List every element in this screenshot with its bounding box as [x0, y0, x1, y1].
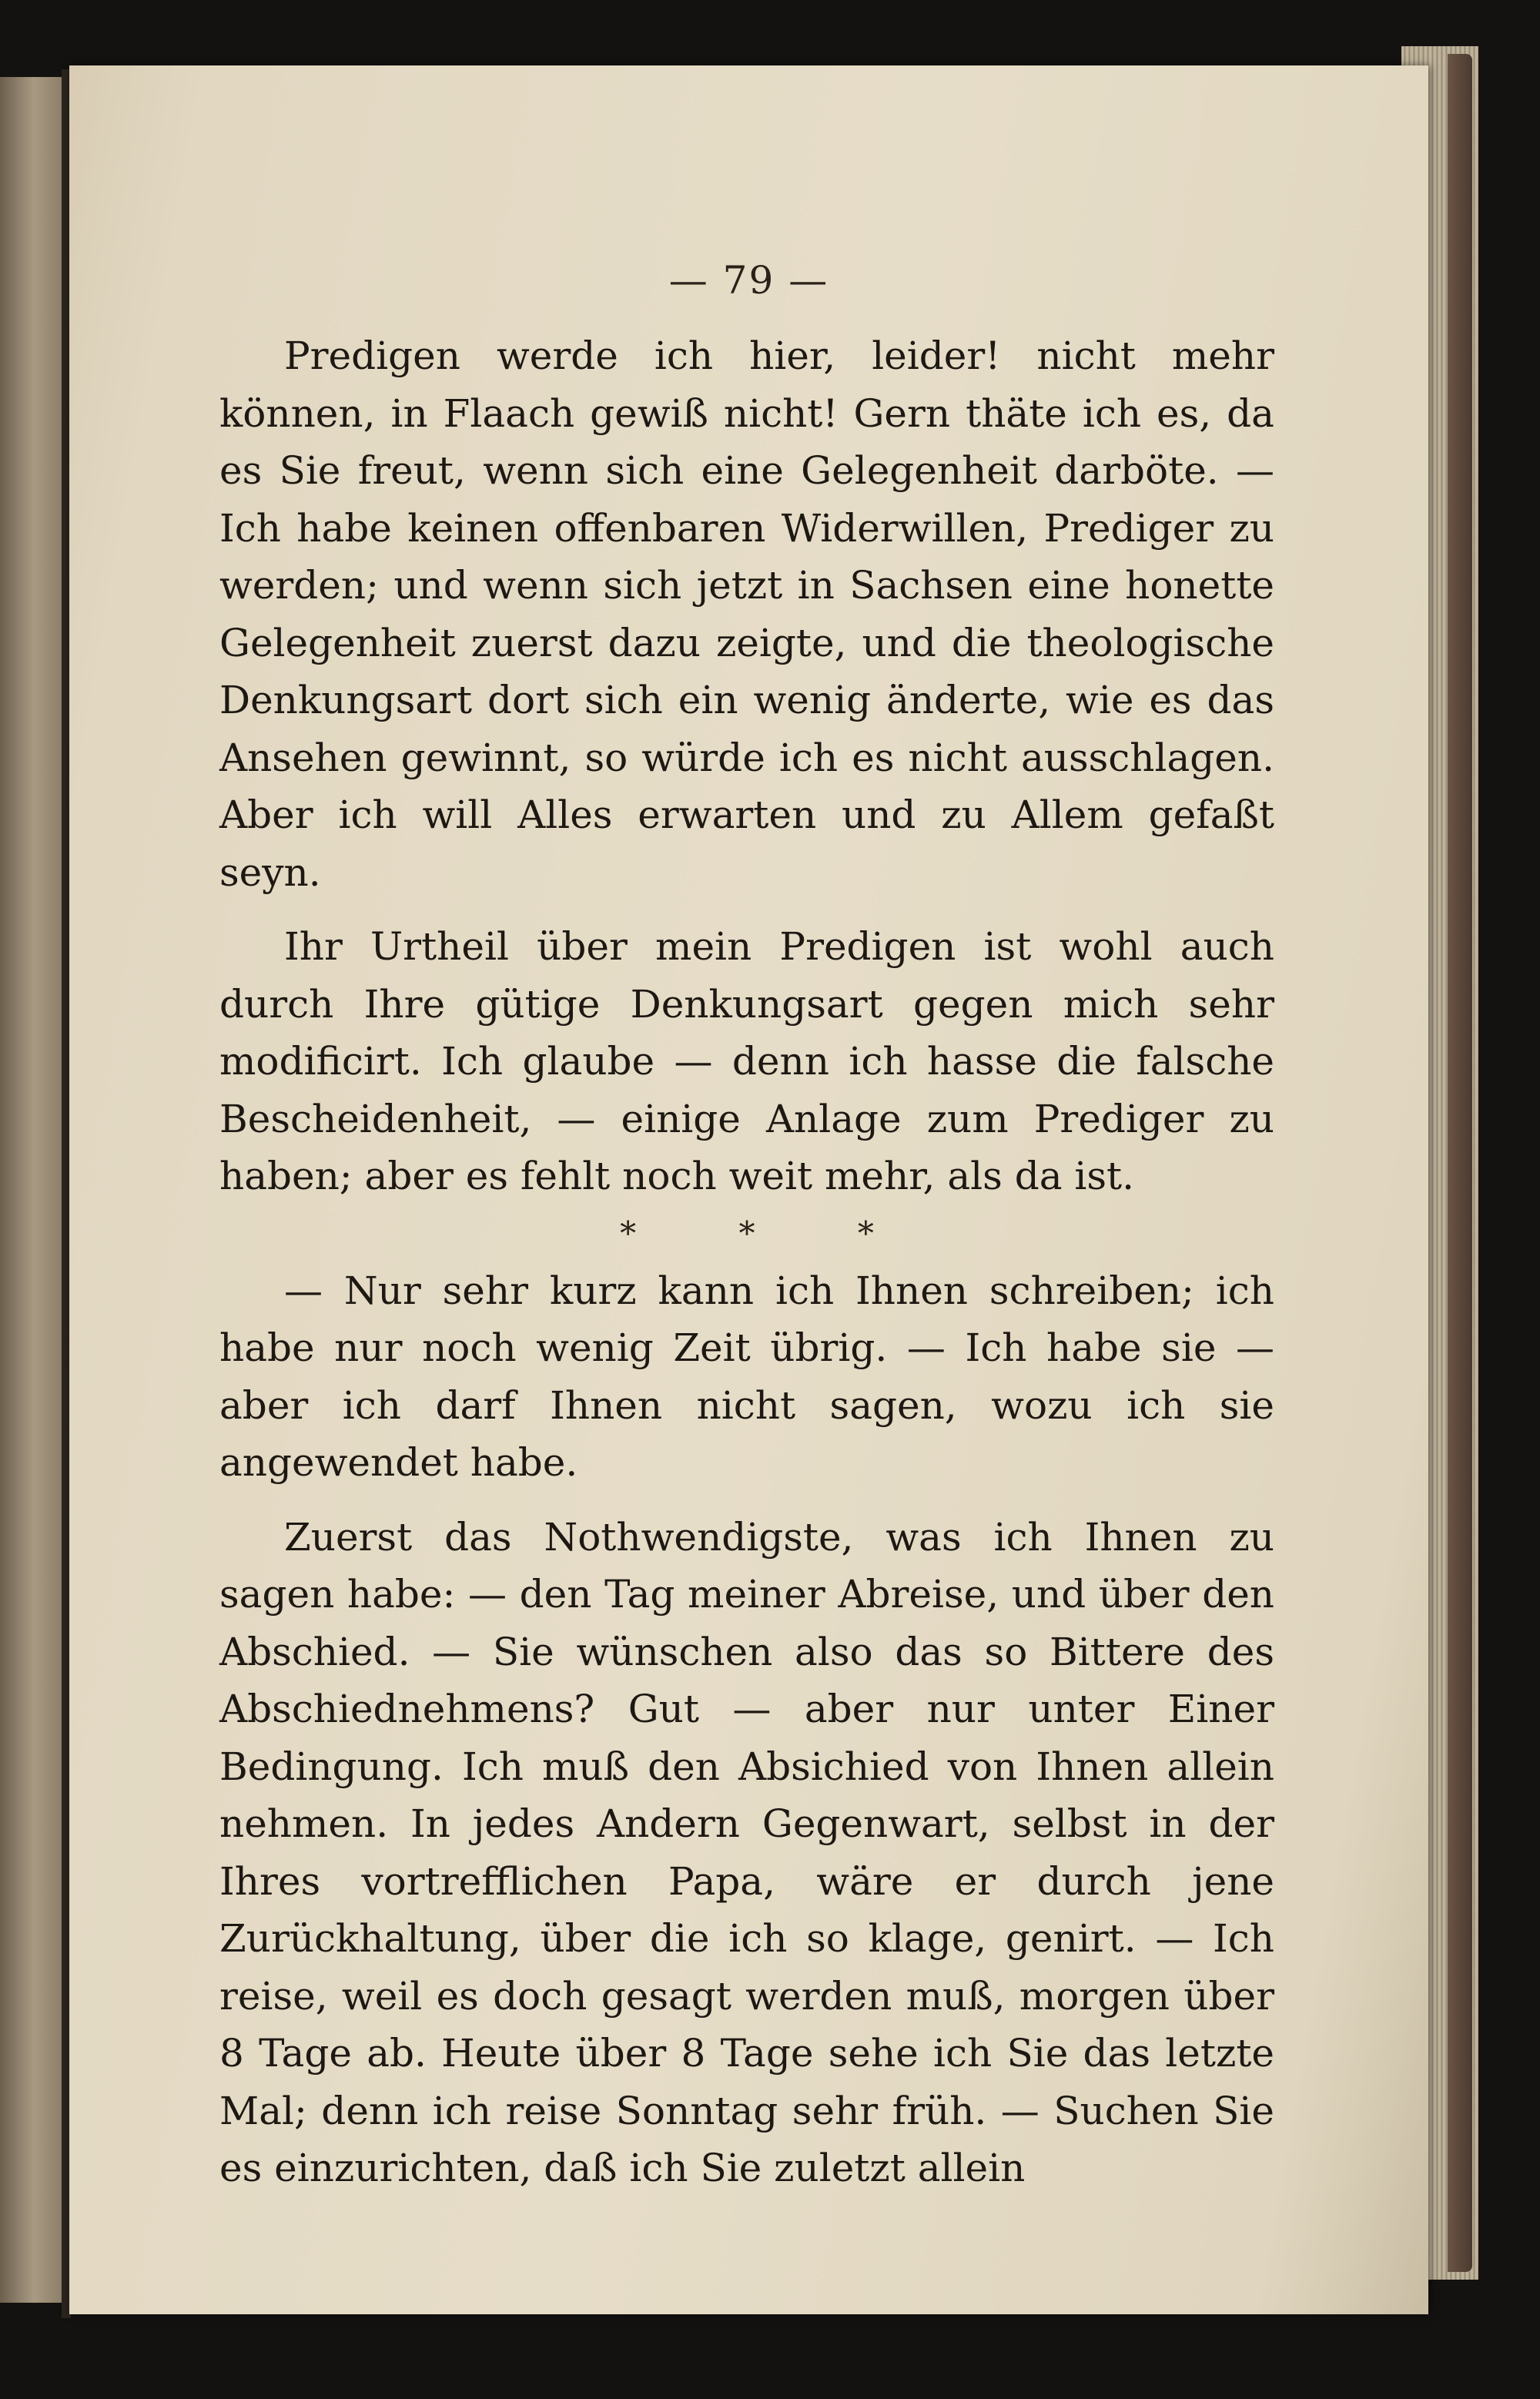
- paragraph-judgement: Ihr Urtheil über mein Predigen ist wohl auch durch Ihre gütige Denkungsart gegen mich sehr modificirt. Ich glaube — denn ich hasse die falsche Bescheidenheit, — einige Anlage zum Prediger zu haben; aber es fehlt noch weit mehr, als da ist.: [219, 924, 1274, 1198]
- book-page: [69, 65, 1428, 2314]
- paragraph-departure: Zuerst das Nothwendigste, was ich Ihnen zu sagen habe: — den Tag meiner Abreise, und über den Abschied. — Sie wünschen also das so Bittere des Abschiednehmens? Gut — aber nur unter Einer Bedingung. Ich muß den Absichied von Ihnen allein nehmen. In jedes Andern Gegenwart, selbst in der Ihres vortrefflichen Papa, wäre er durch jene Zurückhaltung, über die ich so klage, genirt. — Ich reise, weil es doch gesagt werden muß, morgen über 8 Tage ab. Heute über 8 Tage sehe ich Sie das letzte Mal; denn ich reise Sonntag sehr früh. — Suchen Sie es einzurichten, daß ich Sie zuletzt allein: [219, 1514, 1274, 2190]
- paragraph-preaching: Predigen werde ich hier, leider! nicht mehr können, in Flaach gewiß nicht! Gern thäte ich es, da es Sie freut, wenn sich eine Gelegenheit darböte. — Ich habe keinen offenbaren Widerwillen, Prediger zu werden; und wenn sich jetzt in Sachsen eine honette Gelegenheit zuerst dazu zeigte, und die theologische Denkungsart dort sich ein wenig änderte, wie es das Ansehen gewinnt, so würde ich es nicht ausschlagen. Aber ich will Alles erwarten und zu Allem gefaßt seyn.: [219, 333, 1274, 895]
- page-text: [219, 327, 1274, 2197]
- book-cover-edge: [1448, 54, 1472, 2272]
- paragraph-gap: [219, 901, 1274, 918]
- section-separator: * * *: [620, 1214, 920, 1252]
- page-number: — 79 —: [668, 258, 829, 303]
- paragraph-gap: [219, 1492, 1274, 1509]
- paragraph-short-letter: — Nur sehr kurz kann ich Ihnen schreiben; ich habe nur noch wenig Zeit übrig. — Ich habe sie — aber ich darf Ihnen nicht sagen, wozu ich sie angewendet habe.: [219, 1268, 1274, 1485]
- previous-page-edge: [0, 77, 64, 2303]
